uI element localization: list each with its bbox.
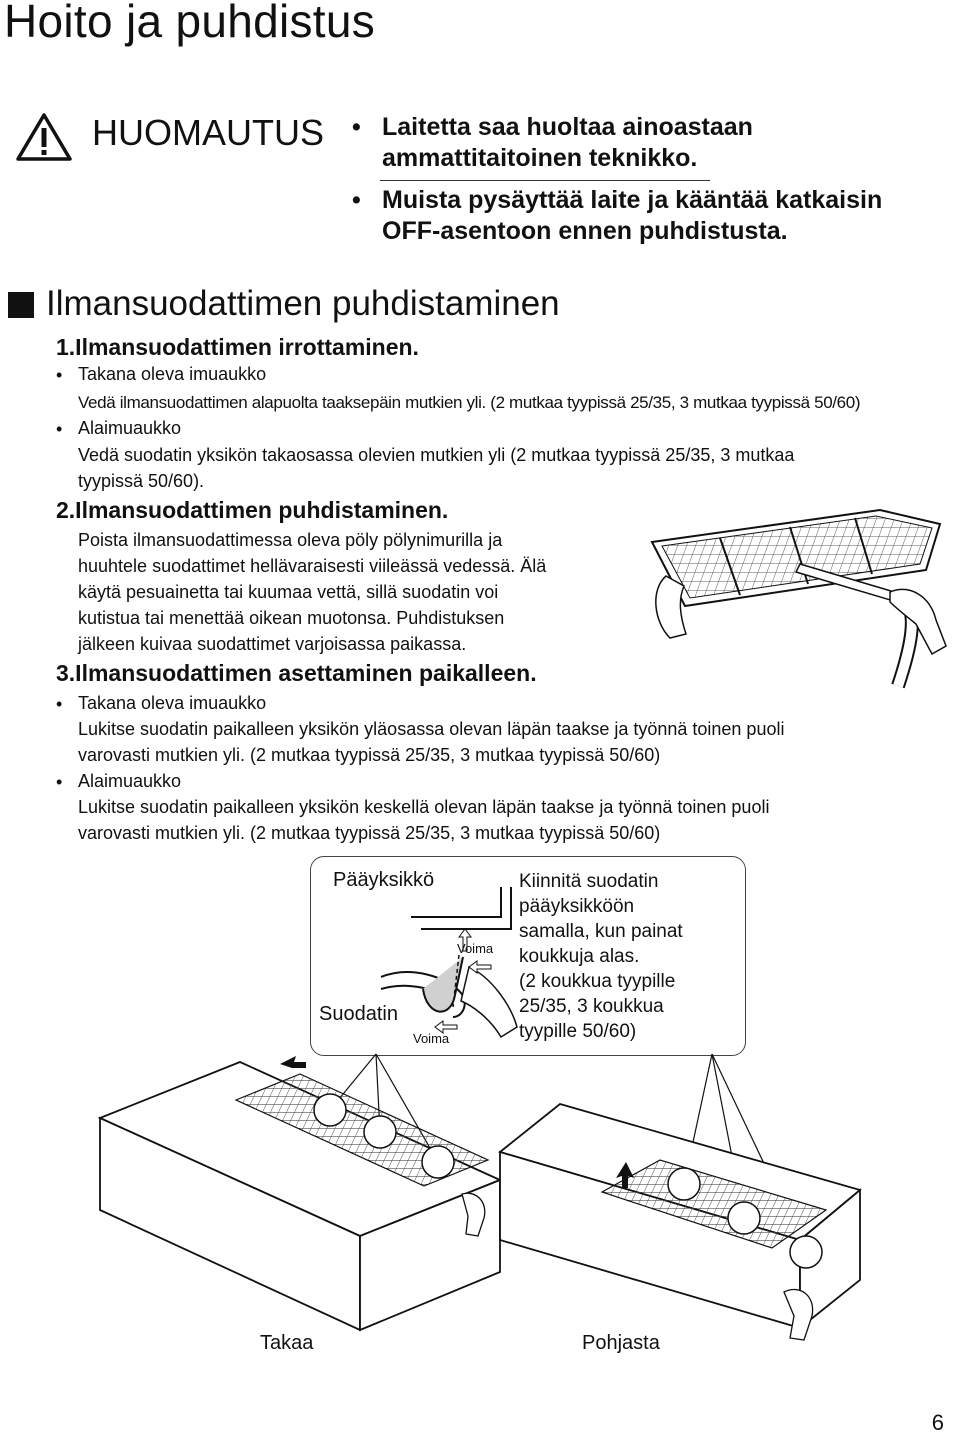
rear-caption: Takaa <box>260 1332 314 1354</box>
step-1-title: 1.Ilmansuodattimen irrottaminen. <box>56 334 419 360</box>
caution-item-line: Laitetta saa huoltaa ainoastaan <box>382 113 753 141</box>
step-3-bottom-label: Alaimuaukko <box>78 771 182 791</box>
callout-line: 25/35, 3 koukkua <box>519 996 664 1017</box>
caution-item-line: Muista pysäyttää laite ja kääntää katkaisin <box>382 186 883 214</box>
bottom-caption: Pohjasta <box>582 1332 660 1354</box>
step-2-title: 2.Ilmansuodattimen puhdistaminen. <box>56 497 449 523</box>
callout-line: koukkuja alas. <box>519 946 640 967</box>
force-label: Voima <box>457 941 494 956</box>
callout-box <box>310 856 746 1056</box>
step-2-text: Poista ilmansuodattimessa oleva pöly pölynimurilla ja <box>78 530 503 550</box>
step-1-rear-text: Vedä ilmansuodattimen alapuolta taaksepäin mutkien yli. (2 mutkaa tyypissä 25/35, 3 mutkaa tyypissä 50/60) <box>78 393 861 412</box>
callout-line: Kiinnitä suodatin <box>519 871 659 892</box>
step-1-rear-label: Takana oleva imuaukko <box>78 364 267 384</box>
step-2-text: huuhtele suodattimet hellävaraisesti viileässä vedessä. Älä <box>78 556 547 576</box>
callout-line: tyypille 50/60) <box>519 1021 637 1042</box>
bullet: • <box>56 694 63 714</box>
bullet: • <box>352 186 361 214</box>
step-3-rear-label: Takana oleva imuaukko <box>78 693 267 713</box>
page-title: Hoito ja puhdistus <box>4 0 376 47</box>
step-1-bottom-text: Vedä suodatin yksikön takaosassa olevien mutkien yli (2 mutkaa tyypissä 25/35, 3 mutkaa <box>78 445 795 465</box>
step-2-text: kutistua tai menettää oikean muotonsa. Puhdistuksen <box>78 608 505 628</box>
step-1-bottom-label: Alaimuaukko <box>78 418 182 438</box>
callout-instructions <box>519 869 683 1044</box>
section-title: Ilmansuodattimen puhdistaminen <box>46 284 560 323</box>
callout-line: samalla, kun painat <box>519 921 683 942</box>
force-label: Voima <box>413 1031 450 1046</box>
main-unit-label: Pääyksikkö <box>333 869 435 891</box>
section-marker-icon <box>8 292 34 318</box>
step-3-bottom-text: varovasti mutkien yli. (2 mutkaa tyypissä 25/35, 3 mutkaa tyypissä 50/60) <box>78 823 661 843</box>
warning-triangle-icon <box>16 112 72 162</box>
caution-item-line: OFF-asentoon ennen puhdistusta. <box>382 217 788 245</box>
step-3-title: 3.Ilmansuodattimen asettaminen paikalleen. <box>56 660 537 686</box>
callout-line: pääyksikköön <box>519 896 635 917</box>
caution-heading: HUOMAUTUS <box>92 112 324 153</box>
unit-installation-illustration <box>0 1040 960 1390</box>
step-3-rear-text: varovasti mutkien yli. (2 mutkaa tyypissä 25/35, 3 mutkaa tyypissä 50/60) <box>78 745 661 765</box>
step-2-text: jälkeen kuivaa suodattimet varjoisassa paikassa. <box>78 634 467 654</box>
page-number: 6 <box>931 1410 944 1435</box>
bullet: • <box>56 365 63 385</box>
bullet: • <box>352 113 361 141</box>
divider <box>380 180 710 181</box>
filter-label: Suodatin <box>319 1003 398 1025</box>
step-1-bottom-text: tyypissä 50/60). <box>78 471 205 491</box>
step-2-text: käytä pesuainetta tai kuumaa vettä, sillä suodatin voi <box>78 582 499 602</box>
filter-vacuum-illustration <box>640 500 950 690</box>
step-3-bottom-text: Lukitse suodatin paikalleen yksikön keskellä olevan läpän taakse ja työnnä toinen puoli <box>78 797 770 817</box>
bullet: • <box>56 772 63 792</box>
caution-item-line: ammattitaitoinen teknikko. <box>382 144 698 172</box>
callout-line: (2 koukkua tyypille <box>519 971 676 992</box>
bullet: • <box>56 419 63 439</box>
step-3-rear-text: Lukitse suodatin paikalleen yksikön yläosassa olevan läpän taakse ja työnnä toinen puoli <box>78 719 785 739</box>
